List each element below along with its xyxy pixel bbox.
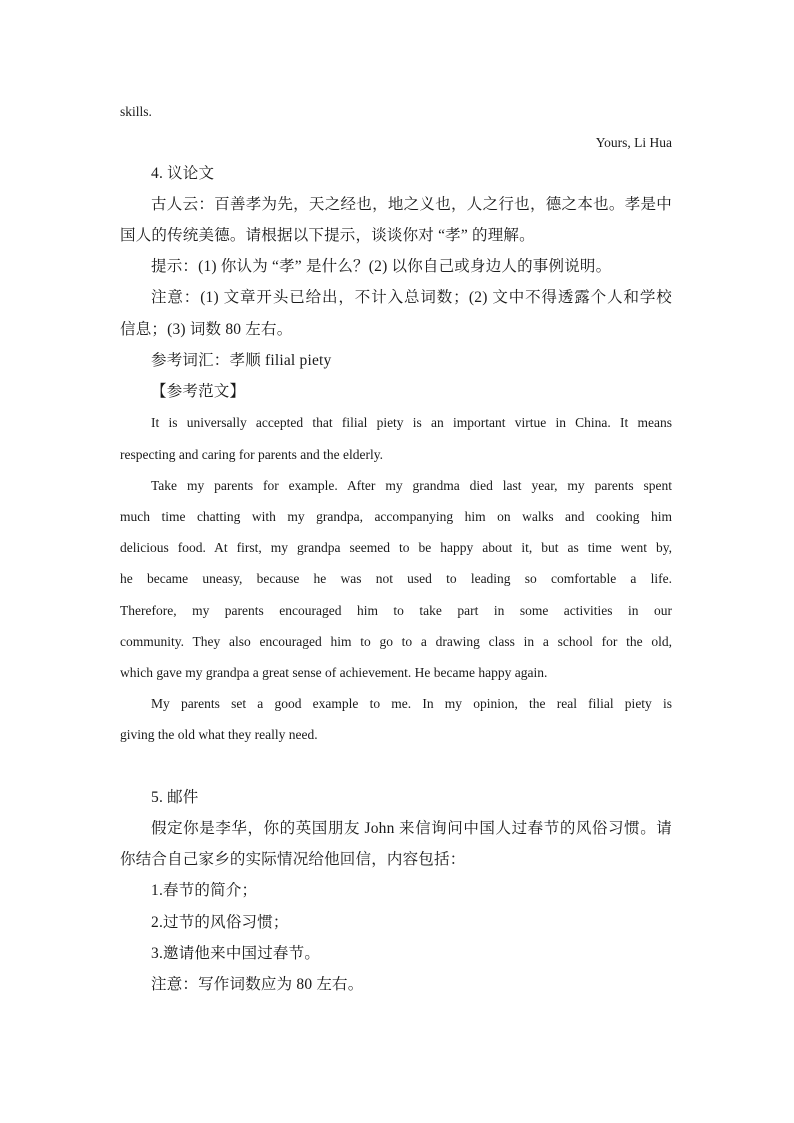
sample-essay-line: Take my parents for example. After my grandma died last year, my parents spent <box>151 478 672 493</box>
task4-heading: 4. 议论文 <box>151 165 215 182</box>
task5-word-count-note: 注意：写作词数应为 80 左右。 <box>151 976 364 993</box>
task4-notes-line2: 信息；(3) 词数 80 左右。 <box>120 321 293 338</box>
task5-item: 2.过节的风俗习惯； <box>151 914 289 931</box>
task5-prompt-line1: 假定你是李华，你的英国朋友 John 来信询问中国人过春节的风俗习惯。请 <box>151 820 672 837</box>
task5-item: 3.邀请他来中国过春节。 <box>151 945 321 962</box>
sample-essay-line: delicious food. At first, my grandpa seemed to be happy about it, but as time went by, <box>120 540 672 555</box>
task4-sample-heading: 【参考范文】 <box>151 383 246 400</box>
task5-item: 1.春节的简介； <box>151 882 258 899</box>
task4-notes-line1: 注意：(1) 文章开头已给出，不计入总词数；(2) 文中不得透露个人和学校 <box>151 289 672 306</box>
sample-essay-line: which gave my grandpa a great sense of achievement. He became happy again. <box>120 665 548 680</box>
task4-hints: 提示：(1) 你认为 “孝” 是什么？(2) 以你自己或身边人的事例说明。 <box>151 258 612 275</box>
sample-essay-line: giving the old what they really need. <box>120 727 318 742</box>
sample-essay-line: much time chatting with my grandpa, accompanying him on walks and cooking him <box>120 509 672 524</box>
sample-essay-line: respecting and caring for parents and the elderly. <box>120 447 384 462</box>
sample-essay-line: community. They also encouraged him to go to a drawing class in a school for the old, <box>120 634 672 649</box>
sample-essay-line: he became uneasy, because he was not used to leading so comfortable a life. <box>120 571 672 586</box>
sample-essay-line: My parents set a good example to me. In my opinion, the real filial piety is <box>151 696 672 711</box>
task5-prompt-line2: 你结合自己家乡的实际情况给他回信，内容包括： <box>120 851 466 868</box>
task5-heading: 5. 邮件 <box>151 789 199 806</box>
task4-prompt-line2: 国人的传统美德。请根据以下提示，谈谈你对 “孝” 的理解。 <box>120 227 535 244</box>
task4-vocabulary: 参考词汇：孝顺 filial piety <box>151 352 332 369</box>
previous-email-last-word: skills. <box>120 104 152 119</box>
task4-prompt-line1: 古人云：百善孝为先，天之经也，地之义也，人之行也，德之本也。孝是中 <box>151 196 672 213</box>
previous-email-signature: Yours, Li Hua <box>595 135 672 150</box>
sample-essay-line: Therefore, my parents encouraged him to take part in some activities in our <box>120 603 672 618</box>
sample-essay-line: It is universally accepted that filial piety is an important virtue in China. It means <box>151 415 672 430</box>
